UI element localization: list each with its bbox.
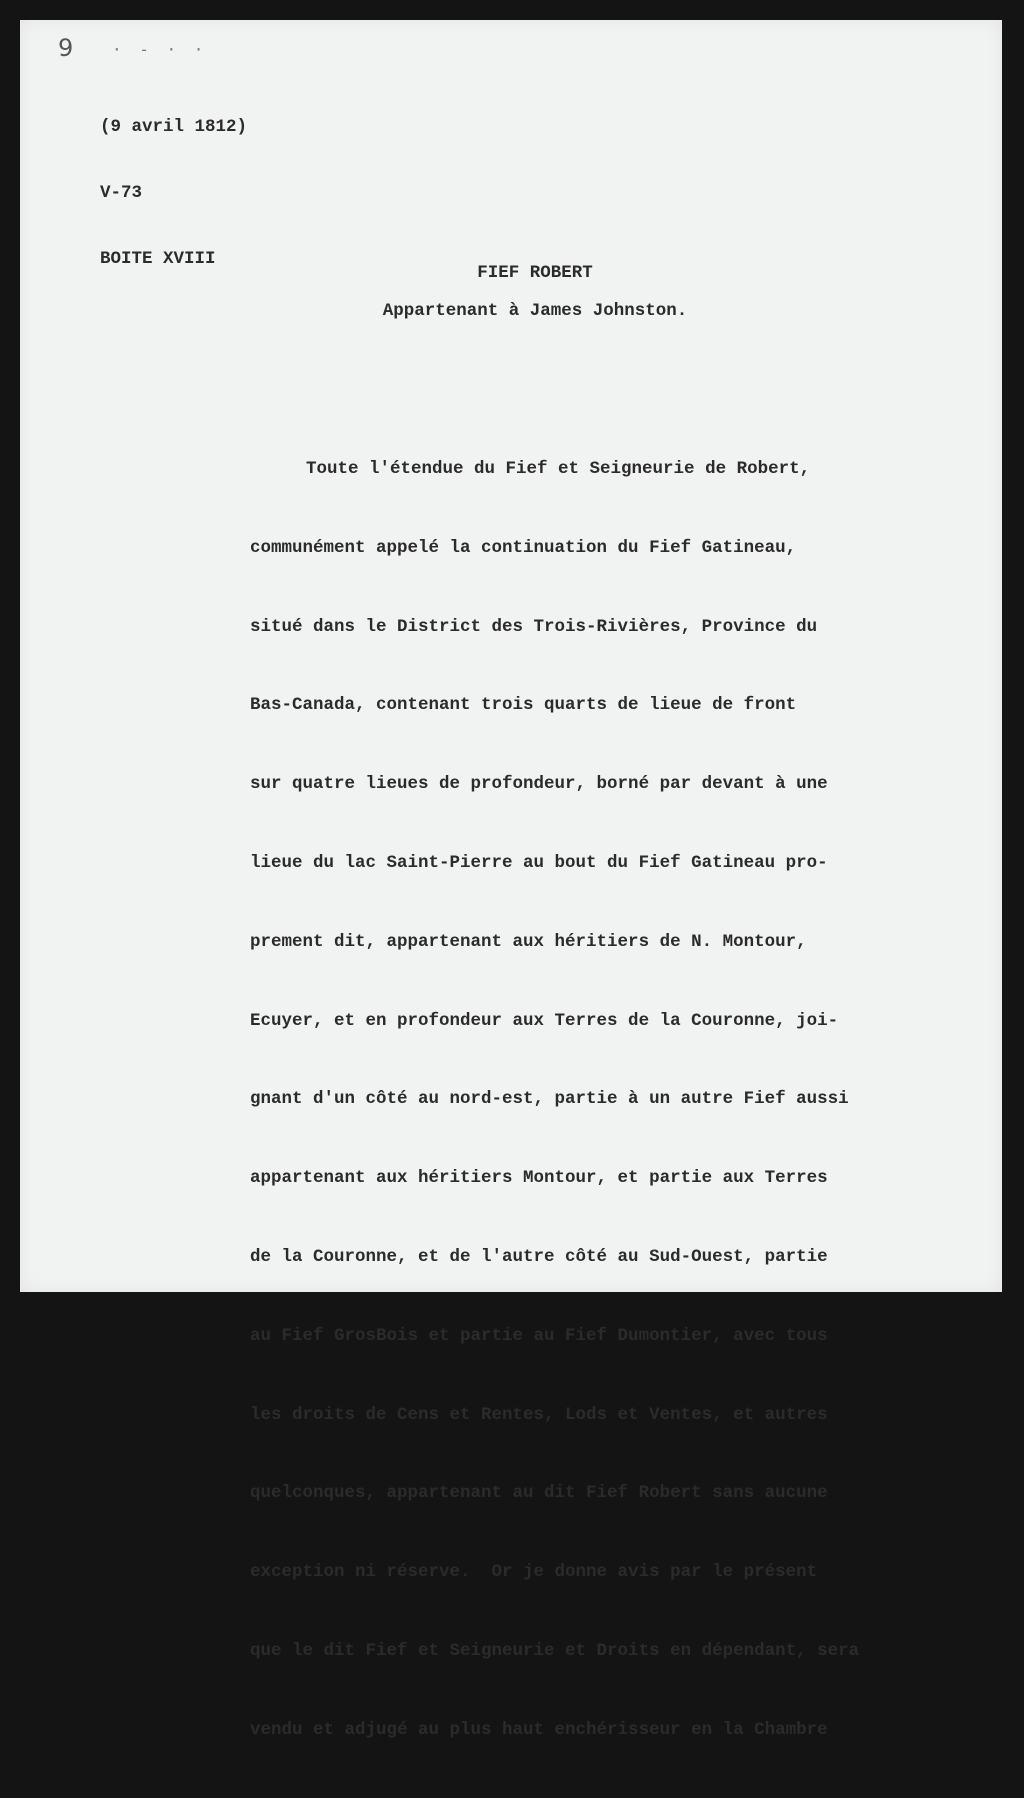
body-line: gnant d'un côté au nord-est, partie à un autre Fief aussi xyxy=(250,1089,849,1110)
body-line: quelconques, appartenant au dit Fief Robert sans aucune xyxy=(250,1483,828,1504)
document-title: FIEF ROBERT xyxy=(477,263,593,283)
body-paragraph xyxy=(250,418,859,1798)
body-line: communément appelé la continuation du Fief Gatineau, xyxy=(250,537,797,558)
body-line: au Fief GrosBois et partie au Fief Dumontier, avec tous xyxy=(250,1325,828,1346)
body-line: sur quatre lieues de profondeur, borné par devant à une xyxy=(250,774,828,795)
body-line: situé dans le District des Trois-Rivières, Province du xyxy=(250,616,818,637)
body-line: que le dit Fief et Seigneurie et Droits en dépendant, sera xyxy=(250,1640,860,1661)
reference-date: (9 avril 1812) xyxy=(100,117,248,137)
body-line: lieue du lac Saint-Pierre au bout du Fief Gatineau pro- xyxy=(250,852,828,873)
document-page xyxy=(20,20,1002,1740)
body-line: appartenant aux héritiers Montour, et partie aux Terres xyxy=(250,1168,828,1189)
body-line: prement dit, appartenant aux héritiers de N. Montour, xyxy=(250,931,807,952)
body-line: Toute l'étendue du Fief et Seigneurie de Robert, xyxy=(306,459,811,479)
reference-code: V-73 xyxy=(100,183,143,203)
reference-box: BOITE XVIII xyxy=(100,249,216,269)
margin-marks: · - · · xyxy=(112,40,208,59)
body-line: vendu et adjugé au plus haut enchérisseur en la Chambre xyxy=(250,1719,828,1740)
handwritten-page-number: 9 xyxy=(58,34,74,62)
body-line: exception ni réserve. Or je donne avis par le présent xyxy=(250,1562,818,1583)
document-subtitle: Appartenant à James Johnston. xyxy=(382,301,688,321)
body-line: Bas-Canada, contenant trois quarts de lieue de front xyxy=(250,695,797,716)
body-line: les droits de Cens et Rentes, Lods et Ventes, et autres xyxy=(250,1404,828,1425)
body-line: de la Couronne, et de l'autre côté au Sud-Ouest, partie xyxy=(250,1246,828,1267)
body-line: Ecuyer, et en profondeur aux Terres de la Couronne, joi- xyxy=(250,1010,839,1031)
